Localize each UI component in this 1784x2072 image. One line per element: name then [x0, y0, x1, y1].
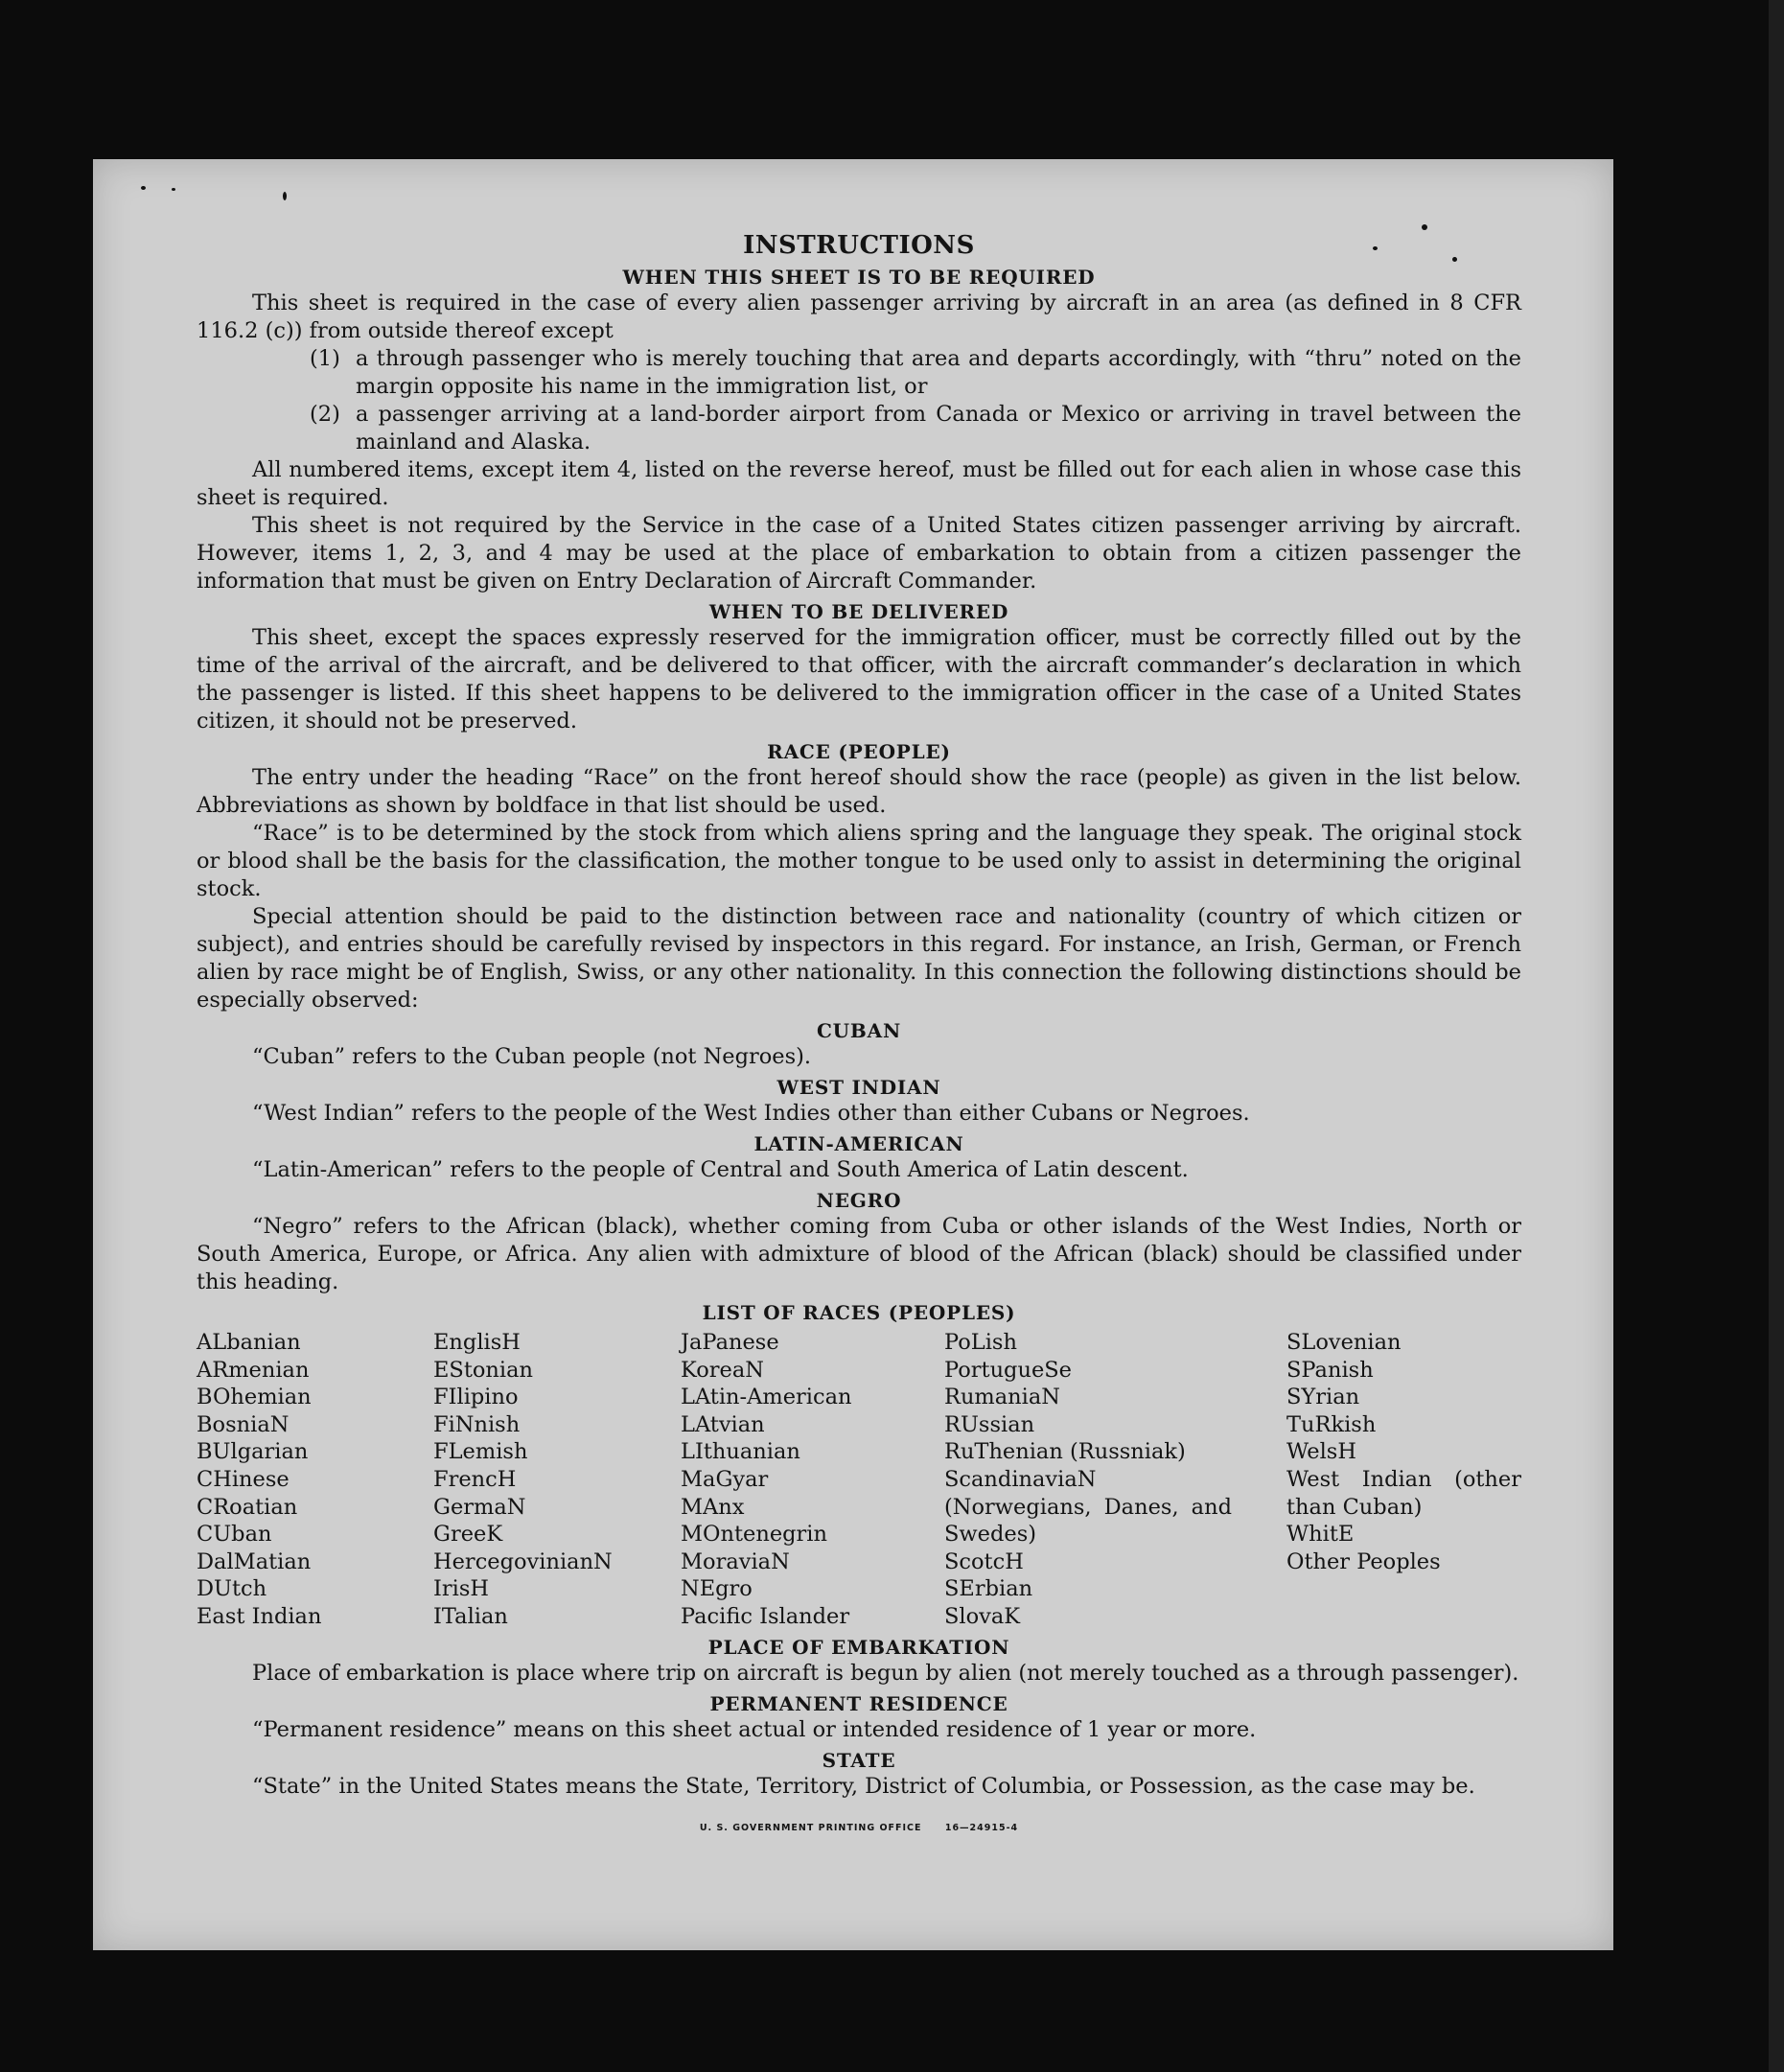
race-entry: PoLish	[944, 1330, 1017, 1355]
heading-permanent-residence: PERMANENT RESIDENCE	[709, 1691, 1008, 1715]
race-entry: GermaN	[433, 1494, 526, 1520]
race-entry: SPanish	[1286, 1357, 1374, 1383]
race-entry: ScandinaviaN (Norwegians, Danes, and Swedes)	[944, 1466, 1232, 1548]
exception-text: a passenger arriving at a land-border airport from Canada or Mexico or arriving in travel between the mainland and Alaska.	[356, 402, 1521, 454]
race-entry: LIthuanian	[681, 1439, 800, 1465]
race-column-5	[1286, 1329, 1521, 1631]
race-column-1	[197, 1329, 433, 1631]
race-entry: WelsH	[1286, 1439, 1356, 1465]
race-entry: SLovenian	[1286, 1330, 1402, 1355]
race-entry: NEgro	[681, 1576, 753, 1602]
race-entry: RumaniaN	[944, 1385, 1060, 1410]
race-entry: LAtvian	[681, 1411, 765, 1437]
heading-west-indian: WEST INDIAN	[776, 1076, 941, 1099]
race-entry: BOhemian	[197, 1385, 312, 1410]
film-edge	[1769, 0, 1784, 2072]
race-list	[197, 1329, 1521, 1631]
race-entry: LAtin-American	[681, 1385, 852, 1410]
race-entry: MoraviaN	[681, 1548, 790, 1574]
instruction-sheet	[93, 159, 1613, 1950]
printer-imprint	[197, 1814, 1521, 1842]
race-entry: East Indian	[197, 1603, 322, 1629]
heading-negro: NEGRO	[816, 1189, 902, 1212]
exception-item	[197, 345, 1521, 401]
race-entry: BUlgarian	[197, 1439, 309, 1465]
race-entry: TuRkish	[1286, 1411, 1377, 1437]
race-entry: RUssian	[944, 1411, 1035, 1437]
race-entry: SlovaK	[944, 1603, 1021, 1629]
state-paragraph: “State” in the United States means the State, Territory, District of Columbia, or Possession, as the case may be.	[252, 1773, 1475, 1799]
race-entry: DalMatian	[197, 1548, 312, 1574]
race-entry: CRoatian	[197, 1494, 298, 1520]
exception-text: a through passenger who is merely touching that area and departs accordingly, with “thru” noted on the margin opposite his name in the immigration list, or	[356, 346, 1521, 399]
printer-name: U. S. GOVERNMENT PRINTING OFFICE	[699, 1822, 922, 1833]
race-entry: IrisH	[433, 1576, 490, 1602]
heading-latin-american: LATIN-AMERICAN	[753, 1132, 964, 1155]
race-column-4	[944, 1329, 1286, 1631]
delivered-paragraph: This sheet, except the spaces expressly reserved for the immigration officer, must be correctly filled out by the time of the arrival of the aircraft, and be delivered to that officer, with the aircraft commander’s declaration in which the passenger is listed. If this sheet happens to be delivered to the immigration officer in the case of a United States citizen, it should not be preserved.	[197, 625, 1521, 733]
race-paragraph-3: Special attention should be paid to the distinction between race and nationality (country of which citizen or subject), and entries should be carefully revised by inspectors in this regard. For instance, an Irish, German, or French alien by race might be of English, Swiss, or any other nationality. In this connection the following distinctions should be especially observed:	[197, 904, 1521, 1013]
form-code: 16—24915-4	[944, 1822, 1019, 1833]
race-entry: Other Peoples	[1286, 1548, 1441, 1574]
race-entry: CUban	[197, 1522, 272, 1548]
page-title: INSTRUCTIONS	[743, 231, 975, 260]
race-entry: EnglisH	[433, 1330, 521, 1355]
race-entry: ALbanian	[197, 1330, 301, 1355]
west-indian-paragraph: “West Indian” refers to the people of the West Indies other than either Cubans or Negroes.	[252, 1101, 1250, 1126]
race-entry: MAnx	[681, 1494, 745, 1520]
numbered-items-paragraph: All numbered items, except item 4, listed on the reverse hereof, must be filled out for each alien in whose case this sheet is required.	[197, 457, 1521, 510]
race-paragraph-1: The entry under the heading “Race” on the front hereof should show the race (people) as given in the list below. Abbreviations as shown by boldface in that list should be used.	[197, 765, 1521, 818]
heading-when-required: WHEN THIS SHEET IS TO BE REQUIRED	[622, 266, 1096, 289]
race-entry: FiNnish	[433, 1411, 521, 1437]
race-entry: JaPanese	[681, 1330, 779, 1355]
heading-embarkation: PLACE OF EMBARKATION	[707, 1635, 1010, 1659]
race-entry: CHinese	[197, 1466, 290, 1492]
heading-cuban: CUBAN	[816, 1019, 902, 1042]
heading-list-of-races: LIST OF RACES (PEOPLES)	[702, 1301, 1016, 1324]
race-entry: FIlipino	[433, 1385, 519, 1410]
race-entry: ITalian	[433, 1603, 508, 1629]
race-entry: ScotcH	[944, 1548, 1024, 1574]
race-entry: HercegovinianN	[433, 1548, 613, 1574]
race-entry: GreeK	[433, 1522, 503, 1548]
race-entry: RuThenian (Russniak)	[944, 1439, 1186, 1465]
instructions-content	[197, 230, 1521, 1842]
residence-paragraph: “Permanent residence” means on this sheet actual or intended residence of 1 year or more.	[252, 1716, 1257, 1742]
ink-speck	[172, 188, 175, 191]
exception-item	[197, 401, 1521, 456]
exception-number: (1)	[310, 346, 340, 371]
race-entry: SYrian	[1286, 1385, 1360, 1410]
race-column-3	[681, 1329, 944, 1631]
race-entry: DUtch	[197, 1576, 267, 1602]
embarkation-paragraph: Place of embarkation is place where trip on aircraft is begun by alien (not merely touched as a through passenger).	[252, 1660, 1519, 1686]
required-paragraph: This sheet is required in the case of every alien passenger arriving by aircraft in an area (as defined in 8 CFR 116.2 (c)) from outside thereof except	[197, 291, 1521, 343]
race-entry: BosniaN	[197, 1411, 290, 1437]
latin-american-paragraph: “Latin-American” refers to the people of Central and South America of Latin descent.	[252, 1157, 1189, 1182]
heading-when-delivered: WHEN TO BE DELIVERED	[708, 600, 1009, 623]
race-entry: FrencH	[433, 1466, 517, 1492]
cuban-paragraph: “Cuban” refers to the Cuban people (not Negroes).	[252, 1044, 812, 1069]
citizen-paragraph: This sheet is not required by the Service in the case of a United States citizen passenger arriving by aircraft. However, items 1, 2, 3, and 4 may be used at the place of embarkation to obtain from a citizen passenger the information that must be given on Entry Declaration of Aircraft Commander.	[197, 513, 1521, 594]
ink-speck	[141, 186, 146, 190]
race-entry: EStonian	[433, 1357, 534, 1383]
race-entry: ARmenian	[197, 1357, 310, 1383]
ink-speck	[283, 192, 287, 200]
race-entry: Pacific Islander	[681, 1603, 850, 1629]
race-entry: PortugueSe	[944, 1357, 1073, 1383]
race-entry: KoreaN	[681, 1357, 764, 1383]
race-entry: West Indian (other than Cuban)	[1286, 1466, 1521, 1520]
race-entry: SErbian	[944, 1576, 1033, 1602]
race-entry: MaGyar	[681, 1466, 769, 1492]
race-paragraph-2: “Race” is to be determined by the stock from which aliens spring and the language they speak. The original stock or blood shall be the basis for the classification, the mother tongue to be used only to assist in determining the original stock.	[197, 821, 1521, 901]
race-entry: WhitE	[1286, 1522, 1355, 1548]
heading-race: RACE (PEOPLE)	[767, 740, 951, 763]
exception-number: (2)	[310, 402, 340, 427]
heading-state: STATE	[822, 1748, 896, 1772]
negro-paragraph: “Negro” refers to the African (black), whether coming from Cuba or other islands of the West Indies, North or South America, Europe, or Africa. Any alien with admixture of blood of the African (black) should be classified under this heading.	[197, 1214, 1521, 1294]
race-column-2	[433, 1329, 681, 1631]
race-entry: FLemish	[433, 1439, 528, 1465]
race-entry: MOntenegrin	[681, 1522, 827, 1548]
